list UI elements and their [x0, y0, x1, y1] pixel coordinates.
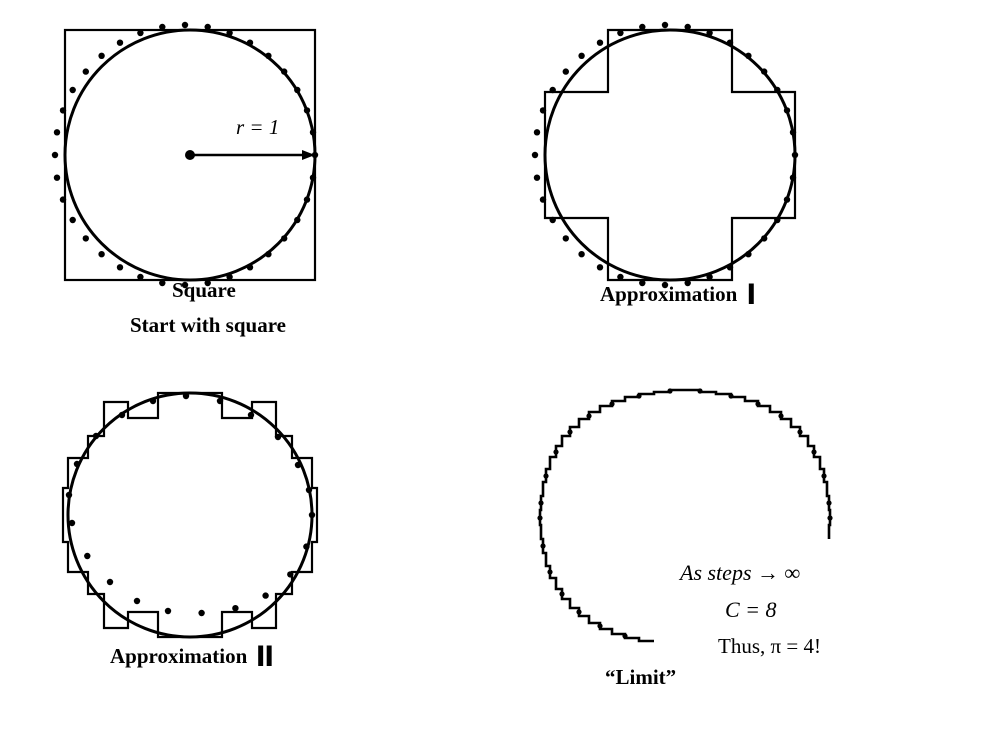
approximation-1-figure	[520, 10, 940, 310]
limit-arc-left	[540, 390, 685, 641]
radius-arrow	[190, 150, 315, 160]
approximation-2-figure	[40, 370, 460, 670]
limit-annotation-conclusion: Thus, π = 4!	[718, 634, 821, 658]
caption-approximation-2-label: Approximation	[110, 644, 248, 668]
inscribed-circle	[545, 30, 795, 280]
caption-approximation-2	[110, 640, 272, 674]
limit-annotation-steps: As steps → ∞	[680, 560, 801, 585]
limit-arc-right	[685, 390, 830, 539]
limit-annotation-circumference: C = 8	[725, 597, 777, 622]
square-circle-figure	[40, 10, 460, 310]
roman-numeral-2: II	[256, 640, 274, 673]
limit-arc-dots	[537, 388, 832, 638]
roman-numeral-1: I	[746, 278, 756, 311]
panel-square	[40, 10, 460, 310]
caption-limit: “Limit”	[605, 665, 677, 689]
inscribed-circle	[68, 393, 312, 637]
radius-label: r = 1	[236, 115, 280, 139]
panel-approximation-2	[40, 370, 460, 670]
caption-square-sub: Start with square	[130, 313, 286, 337]
caption-approximation-1	[600, 278, 755, 312]
panel-approximation-1	[520, 10, 940, 310]
caption-approximation-1-label: Approximation	[600, 282, 738, 306]
caption-square: Square	[172, 278, 236, 302]
circle-dots	[532, 22, 798, 288]
